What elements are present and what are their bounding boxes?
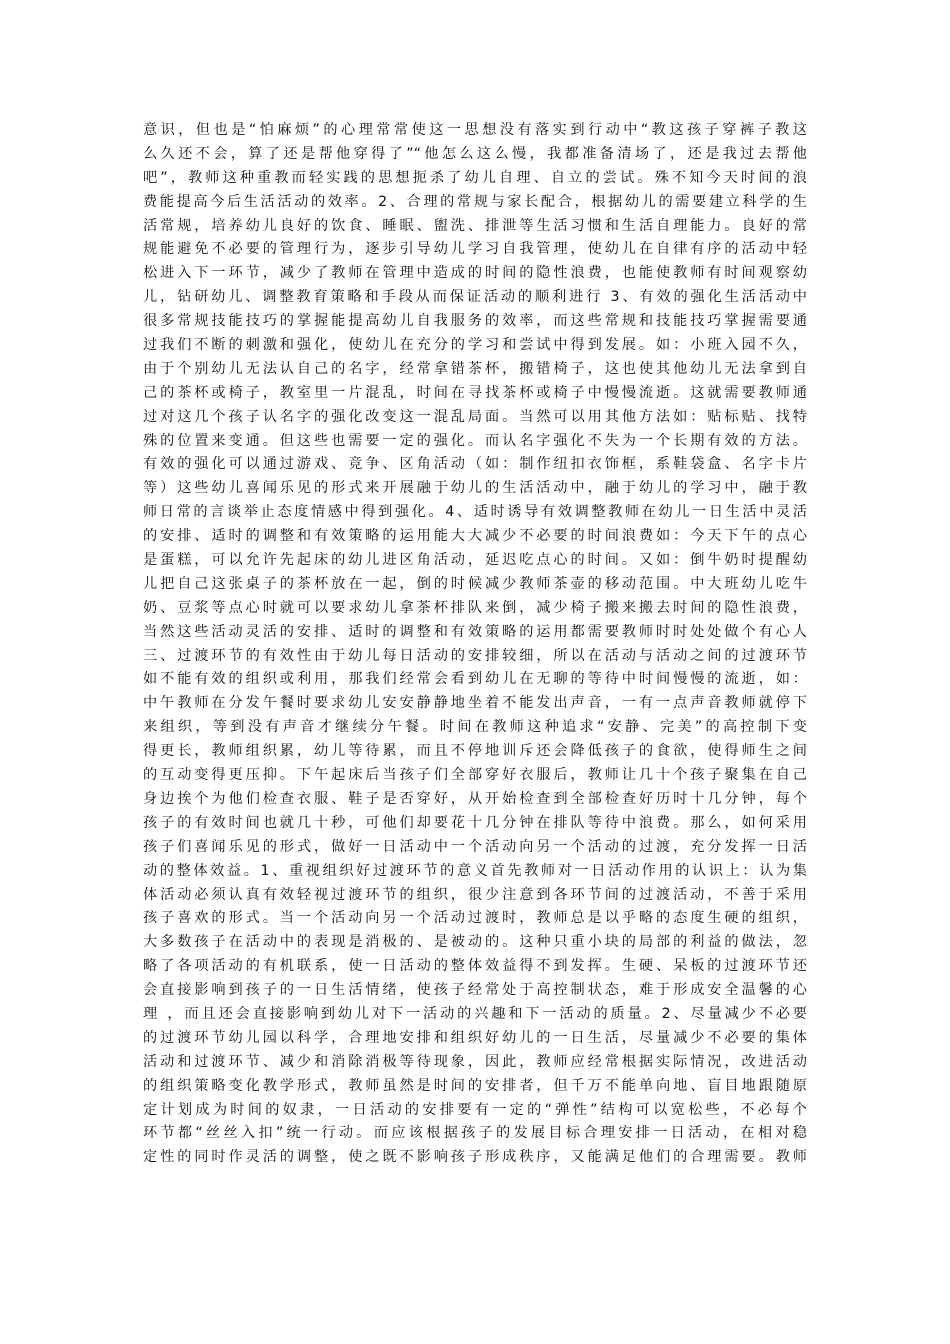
text-line: 么久还不会，算了还是帮他穿得了”“他怎么这么慢，我都准备清场了，还是我过去帮他 <box>143 145 807 162</box>
text-line: 理 ，而且还会直接影响到幼儿对下一活动的兴趣和下一活动的质量。2、尽量减少不必要 <box>143 1005 807 1022</box>
text-line: 儿，钻研幼儿、调整教育策略和手段从而保证活动的顺利进行 3、有效的强化生活活动中 <box>143 289 807 306</box>
text-line: 当然这些活动灵活的安排、适时的调整和有效策略的运用都需要教师时时处处做个有心人 <box>143 623 807 640</box>
text-line: 会直接影响到孩子的一日生活情绪，使孩子经常处于高控制状态，难于形成安全温馨的心 <box>143 982 807 999</box>
text-line: 吧”，教师这种重教而轻实践的思想扼杀了幼儿自理、自立的尝试。殊不知今天时间的浪 <box>143 169 807 186</box>
text-line: 孩子的有效时间也就几十秒，可他们却要花十几分钟在排队等待中浪费。那么，如何采用 <box>143 814 807 831</box>
text-line: 由于个别幼儿无法认自己的名字，经常拿错茶杯，搬错椅子，这也使其他幼儿无法拿到自 <box>143 360 807 377</box>
text-line: 是蛋糕，可以允许先起床的幼儿进区角活动，延迟吃点心的时间。又如：倒牛奶时提醒幼 <box>143 552 807 569</box>
text-line: 三、过渡环节的有效性由于幼儿每日活动的安排较细，所以在活动与活动之间的过渡环节 <box>143 647 807 664</box>
text-line: 得更长，教师组织累，幼儿等待累，而且不停地训斥还会降低孩子的食欲，使得师生之间 <box>143 743 807 760</box>
text-line: 等）这些幼儿喜闻乐见的形式来开展融于幼儿的生活活动中，融于幼儿的学习中，融于教 <box>143 480 807 497</box>
text-line: 过对这几个孩子认名字的强化改变这一混乱局面。当然可以用其他方法如：贴标贴、找特 <box>143 408 807 425</box>
text-line: 孩子们喜闻乐见的形式，做好一日活动中一个活动向另一个活动的过渡，充分发挥一日活 <box>143 838 807 855</box>
text-line: 松进入下一环节，减少了教师在管理中造成的时间的隐性浪费，也能使教师有时间观察幼 <box>143 265 807 282</box>
text-line: 意识，但也是“怕麻烦”的心理常常使这一思想没有落实到行动中“教这孩子穿裤子教这 <box>143 122 807 138</box>
text-line: 动的整体效益。1、重视组织好过渡环节的意义首先教师对一日活动作用的认识上：认为集 <box>143 862 807 879</box>
text-line: 费能提高今后生活活动的效率。2、合理的常规与家长配合，根据幼儿的需要建立科学的生 <box>143 193 807 210</box>
text-line: 有效的强化可以通过游戏、竞争、区角活动（如：制作纽扣衣饰框，系鞋袋盒、名字卡片 <box>143 456 807 473</box>
text-line: 略了各项活动的有机联系，使一日活动的整体效益得不到发挥。生硬、呆板的过渡环节还 <box>143 958 807 975</box>
text-line: 的组织策略变化教学形式，教师虽然是时间的安排者，但千万不能单向地、盲目地跟随原 <box>143 1077 807 1094</box>
text-line: 如不能有效的组织或利用，那我们经常会看到幼儿在无聊的等待中时间慢慢的流逝，如： <box>143 671 807 688</box>
text-line: 身边挨个为他们检查衣服、鞋子是否穿好，从开始检查到全部检查好历时十几分钟，每个 <box>143 790 807 807</box>
text-line: 体活动必须认真有效轻视过渡环节的组织，很少注意到各环节间的过渡活动，不善于采用 <box>143 886 807 903</box>
text-line: 活动和过渡环节、减少和消除消极等待现象，因此，教师应经常根据实际情况，改进活动 <box>143 1053 807 1070</box>
text-line: 定性的同时作灵活的调整，使之既不影响孩子形成秩序，又能满足他们的合理需要。教师 <box>143 1149 807 1166</box>
text-line: 大多数孩子在活动中的表现是消极的、是被动的。这种只重小块的局部的利益的做法，忽 <box>143 934 807 951</box>
text-line: 来组织，等到没有声音才继续分午餐。时间在教师这种追求“安静、完美”的高控制下变 <box>143 719 807 736</box>
text-line: 的互动变得更压抑。下午起床后当孩子们全部穿好衣服后，教师让几十个孩子聚集在自己 <box>143 767 807 784</box>
text-line: 中午教师在分发午餐时要求幼儿安安静静地坐着不能发出声音，一有一点声音教师就停下 <box>143 695 807 712</box>
text-line: 奶、豆浆等点心时就可以要求幼儿拿茶杯排队来倒，减少椅子搬来搬去时间的隐性浪费， <box>143 599 807 616</box>
text-line: 己的茶杯或椅子，教室里一片混乱，时间在寻找茶杯或椅子中慢慢流逝。这就需要教师通 <box>143 384 807 401</box>
text-line: 定计划成为时间的奴隶，一日活动的安排要有一定的“弹性”结构可以宽松些，不必每个 <box>143 1101 807 1118</box>
body-text <box>143 119 807 1170</box>
text-line: 孩子喜欢的形式。当一个活动向另一个活动过渡时，教师总是以乎略的态度生硬的组织， <box>143 910 807 927</box>
text-line: 过我们不断的刺激和强化，使幼儿在充分的学习和尝试中得到发展。如：小班入园不久， <box>143 337 807 354</box>
text-line: 规能避免不必要的管理行为，逐步引导幼儿学习自我管理，使幼儿在自律有序的活动中轻 <box>143 241 807 258</box>
text-line: 殊的位置来变通。但这些也需要一定的强化。而认名字强化不失为一个长期有效的方法。 <box>143 432 807 449</box>
text-line: 活常规，培养幼儿良好的饮食、睡眠、盥洗、排泄等生活习惯和生活自理能力。良好的常 <box>143 217 807 234</box>
text-line: 的过渡环节幼儿园以科学，合理地安排和组织好幼儿的一日生活，尽量减少不必要的集体 <box>143 1029 807 1046</box>
text-line: 的安排、适时的调整和有效策略的运用能大大减少不必要的时间浪费如：今天下午的点心 <box>143 528 807 545</box>
text-line: 很多常规技能技巧的掌握能提高幼儿自我服务的效率，而这些常规和技能技巧掌握需要通 <box>143 313 807 330</box>
text-line: 儿把自己这张桌子的茶杯放在一起，倒的时候减少教师茶壶的移动范围。中大班幼儿吃牛 <box>143 575 807 592</box>
text-line: 师日常的言谈举止态度情感中得到强化。4、适时诱导有效调整教师在幼儿一日生活中灵活 <box>143 504 807 521</box>
text-line: 环节都“丝丝入扣”统一行动。而应该根据孩子的发展目标合理安排一日活动，在相对稳 <box>143 1125 807 1142</box>
